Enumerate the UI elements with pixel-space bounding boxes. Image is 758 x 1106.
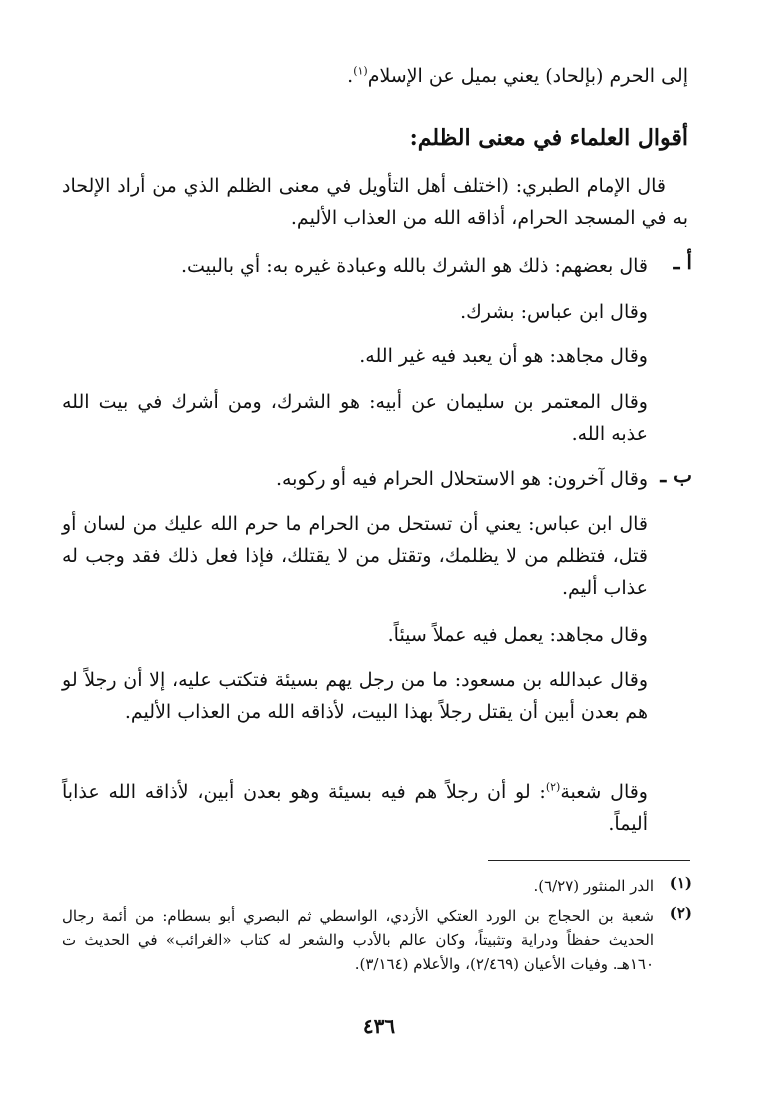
section-a-quote-3: وقال المعتمر بن سليمان عن أبيه: هو الشرك، ومن أشرك في بيت الله عذبه الله. bbox=[62, 391, 648, 445]
top-line-text: إلى الحرم (بإلحاد) يعني بميل عن الإسلام bbox=[367, 65, 688, 87]
section-a-quote-2: وقال مجاهد: هو أن يعبد فيه غير الله. bbox=[359, 345, 648, 367]
section-b-quote-2: وقال مجاهد: يعمل فيه عملاً سيئاً. bbox=[387, 624, 648, 646]
footnote-2-number: (٢) bbox=[669, 904, 692, 922]
footnote-1-number: (١) bbox=[669, 874, 692, 892]
page-number: ٤٣٦ bbox=[362, 1014, 396, 1038]
footnote-1-text: الدر المنثور (٦/٢٧). bbox=[533, 877, 654, 895]
section-a-lead: قال بعضهم: ذلك هو الشرك بالله وعبادة غيره به: أي بالبيت. bbox=[180, 255, 648, 277]
section-b-lead: وقال آخرون: هو الاستحلال الحرام فيه أو ركوبه. bbox=[275, 468, 648, 490]
shuba-quote: : لو أن رجلاً هم فيه بسيئة وهو بعدن أبين، لأذاقه الله عذاباً أليماً. bbox=[62, 781, 648, 835]
section-b-quote-4 bbox=[62, 776, 648, 840]
top-line bbox=[60, 64, 688, 88]
section-a-marker: أ ـ bbox=[673, 250, 692, 274]
top-line-tail: . bbox=[347, 65, 354, 87]
section-b-marker: ب ـ bbox=[660, 463, 692, 487]
footnote-ref-1: (١) bbox=[353, 64, 368, 78]
footnote-divider bbox=[488, 860, 690, 861]
section-b-quote-3: وقال عبدالله بن مسعود: ما من رجل يهم بسيئة فتكتب عليه، إلا أن رجلاً لو هم بعدن أبين أن يقتل رجلاً بهذا البيت، لأذاقه الله من العذاب الأليم. bbox=[62, 669, 648, 723]
section-b-quote-1: قال ابن عباس: يعني أن تستحل من الحرام ما حرم الله عليك من لسان أو قتل، فتظلم من لا يظلمك، وتقتل من لا يقتلك، فإذا فعل ذلك فقد وجب له عذاب أليم. bbox=[62, 513, 648, 599]
section-heading: أقوال العلماء في معنى الظلم: bbox=[409, 125, 688, 151]
footnote-2-text: شعبة بن الحجاج بن الورد العتكي الأزدي، الواسطي ثم البصري أبو بسطام: من أئمة رجال الحديث حفظاً ودراية وتثبيتاً، وكان عالم بالأدب والشعر له كتاب «الغرائب» في الحديث ت ١٦٠هـ. وفيات الأعيان (٢/٤٦٩)، والأعلام (٣/١٦٤). bbox=[62, 907, 654, 973]
intro-paragraph: قال الإمام الطبري: (اختلف أهل التأويل في معنى الظلم الذي من أراد الإلحاد به في المسجد الحرام، أذاقه الله من العذاب الأليم. bbox=[62, 175, 688, 229]
section-a-quote-1: وقال ابن عباس: بشرك. bbox=[460, 301, 648, 323]
footnote-ref-2: (٢) bbox=[545, 780, 561, 794]
shuba-name: وقال شعبة bbox=[560, 781, 648, 803]
